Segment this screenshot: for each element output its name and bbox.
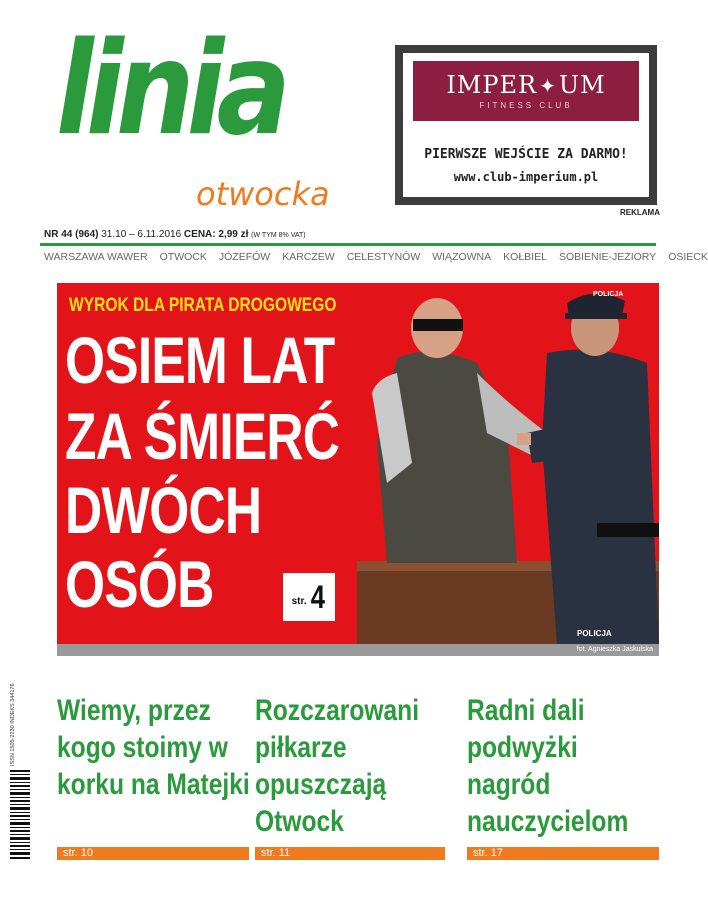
ad-url[interactable]: www.club-imperium.pl [453,170,599,184]
teaser-1-title: Wiemy, przez kogo stoimy w korku na Matejki [57,694,250,801]
imperium-logo [413,61,639,121]
advertisement-inner [403,53,649,197]
hero-story[interactable] [57,283,659,644]
masthead-subtitle: otwocka [196,175,330,213]
photo-credit-bar [57,644,659,656]
imperium-logo-left: IMPER [446,70,538,99]
locality-celestynow: CELESTYNÓW [346,251,421,263]
teaser-1-page-bar [57,847,249,860]
censor-bar [413,319,463,331]
teaser-1[interactable] [57,692,250,859]
hero-headline-line-2: ZA ŚMIERĆ [65,399,340,473]
teaser-3[interactable] [467,692,659,859]
teaser-2-page: str. 11 [261,847,291,859]
imperium-logo-name [446,70,606,99]
issue-price: CENA: 2,99 zł [183,229,249,240]
imperium-tagline: FITNESS CLUB [479,100,573,110]
hero-page-ref[interactable] [283,573,335,621]
cap-badge: POLICJA [593,291,624,298]
hero-page-number: 4 [310,578,325,615]
locality-kolbiel: KOŁBIEL [503,251,547,263]
teaser-2[interactable] [255,692,445,859]
imperium-logo-right: UM [558,70,606,99]
locality-karczew: KARCZEW [282,251,335,263]
dancer-icon: ✦ [539,73,557,98]
locality-wawer: WARSZAWA WAWER [44,251,148,263]
photo-credit: fot. Agnieszka Jaskulska [576,646,653,653]
issue-info [44,229,306,240]
hero-headline-line-3: DWÓCH [65,473,262,547]
teaser-3-title: Radni dali podwyżki nagród nauczycielom [467,694,629,838]
issue-dates: 31.10 – 6.11.2016 [101,229,182,240]
locality-sobienie: SOBIENIE-JEZIORY [558,251,657,263]
hero-headline-line-4: OSÓB [65,547,214,621]
hero-headline-line-1: OSIEM LAT [65,323,335,397]
locality-jozefow: JÓZEFÓW [218,251,271,263]
photo-police-label: POLICJA [577,629,612,638]
locality-osieck: OSIECK [668,251,708,263]
localities-nav [44,251,708,263]
ad-label: REKLAMA [620,208,660,217]
hero-photo [357,283,659,644]
hero-page-prefix: str. [291,595,307,607]
issn-code: ISSN 1505-2230 INDEKS 344176 [10,683,16,766]
teaser-3-page: str. 17 [473,847,503,859]
teaser-2-page-bar [255,847,445,860]
advertisement[interactable] [395,45,657,205]
barcode [10,770,30,860]
issue-vat: (W TYM 8% VAT) [251,232,306,239]
masthead-logo: linia [56,15,284,164]
hero-kicker: WYROK DLA PIRATA DROGOWEGO [69,295,337,316]
locality-otwock: OTWOCK [159,251,207,263]
issue-number: NR 44 (964) [44,229,99,240]
ad-offer-text: PIERWSZE WEJŚCIE ZA DARMO! [424,147,628,162]
teaser-1-page: str. 10 [63,847,93,859]
locality-wiazowna: WIĄZOWNA [432,251,492,263]
teaser-3-page-bar [467,847,659,860]
header-divider [40,243,656,246]
teaser-2-title: Rozczarowani piłkarze opuszczają Otwock [255,694,420,838]
